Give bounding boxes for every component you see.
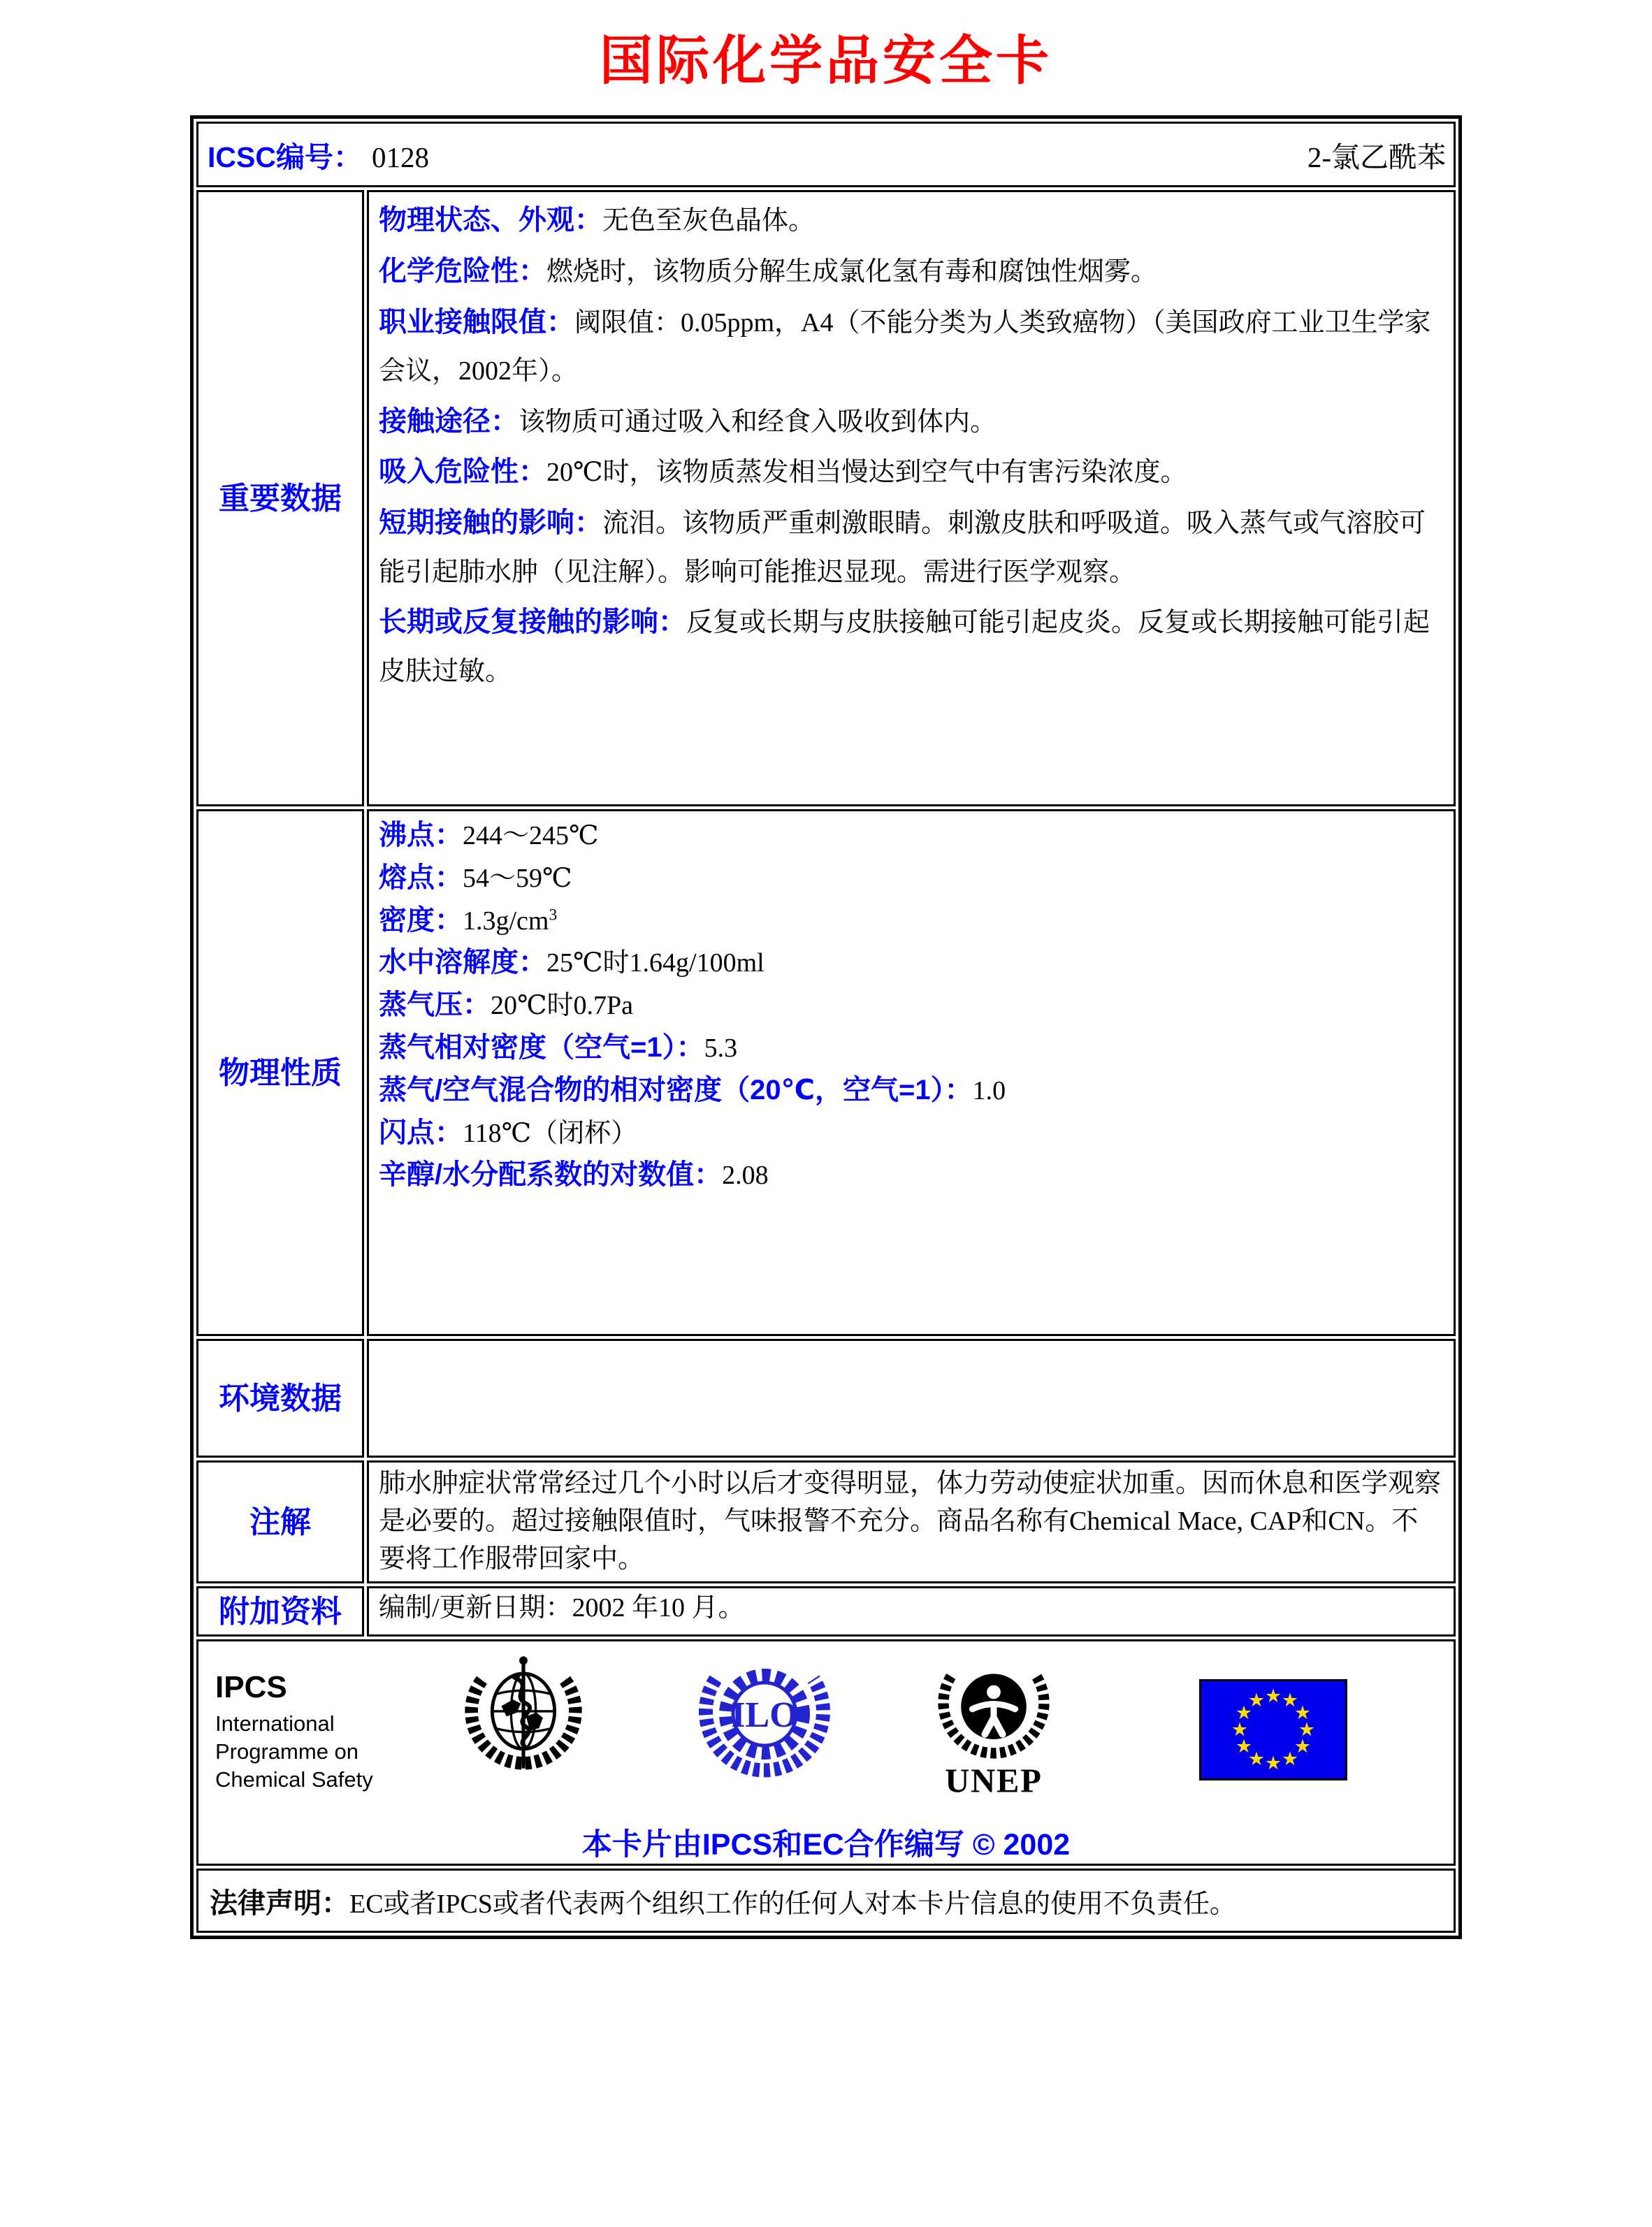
- legal-row: [196, 1869, 1456, 1933]
- physical-item: 辛醇/水分配系数的对数值：2.08: [379, 1159, 769, 1191]
- physical-item: 沸点：244～245℃: [379, 820, 599, 850]
- notes-label: 注解: [196, 1460, 364, 1583]
- physical-item: 熔点：54～59℃: [379, 862, 572, 893]
- svg-text:★: ★: [1281, 1690, 1299, 1711]
- important-data-content: [367, 190, 1456, 806]
- physical-properties-content: [367, 809, 1456, 1336]
- ilo-logo-icon: [695, 1651, 834, 1794]
- environmental-data-label: 环境数据: [196, 1339, 364, 1458]
- chemical-name: 2-氯乙酰苯: [1307, 140, 1446, 173]
- svg-text:★: ★: [1247, 1748, 1266, 1770]
- logos-cell: [196, 1639, 1456, 1866]
- unep-logo-text: UNEP: [945, 1762, 1043, 1800]
- ipcs-line: Chemical Safety: [215, 1767, 373, 1792]
- svg-text:★: ★: [1247, 1690, 1266, 1711]
- important-item: 短期接触的影响：流泪。该物质严重刺激眼睛。刺激皮肤和呼吸道。吸入蒸气或气溶胶可能引起肺水肿（见注解）。影响可能推迟显现。需进行医学观察。: [379, 507, 1426, 587]
- notes-row: [196, 1460, 1456, 1583]
- svg-text:★: ★: [1264, 1685, 1282, 1707]
- additional-info-row: [196, 1586, 1456, 1637]
- important-item: 物理状态、外观：无色至灰色晶体。: [379, 205, 816, 235]
- header-cell: [196, 122, 1456, 187]
- svg-text:★: ★: [1294, 1736, 1312, 1757]
- physical-item: 蒸气相对密度（空气=1）：5.3: [379, 1031, 738, 1063]
- who-logo-icon: [458, 1651, 588, 1788]
- additional-info-label: 附加资料: [196, 1586, 364, 1637]
- important-item: 化学危险性：燃烧时，该物质分解生成氯化氢有毒和腐蚀性烟雾。: [379, 255, 1158, 286]
- physical-item: 闪点：118℃（闭杯）: [379, 1117, 638, 1148]
- unep-logo-icon: [931, 1651, 1057, 1821]
- ipcs-title: IPCS: [215, 1670, 287, 1704]
- svg-text:★: ★: [1281, 1748, 1299, 1770]
- physical-item: 密度：$1.3g/cm^3$: [379, 904, 558, 936]
- svg-text:★: ★: [1264, 1753, 1282, 1774]
- ipcs-text-block: [215, 1651, 391, 1793]
- important-data-label: 重要数据: [196, 190, 364, 806]
- svg-text:★: ★: [1294, 1702, 1312, 1724]
- physical-properties-row: [196, 809, 1456, 1336]
- density-superscript: 3: [549, 905, 558, 924]
- physical-item: 水中溶解度：25℃时1.64g/100ml: [379, 947, 765, 978]
- environmental-data-row: [196, 1339, 1456, 1458]
- svg-text:★: ★: [1235, 1736, 1253, 1757]
- important-item: 职业接触限值：阈限值：0.05ppm，A4（不能分类为人类致癌物）（美国政府工业卫生学家会议，2002年）。: [379, 306, 1431, 386]
- eu-flag-icon: [1199, 1679, 1347, 1780]
- cooperation-caption: 本卡片由IPCS和EC合作编写 © 2002: [581, 1828, 1071, 1862]
- environmental-data-content: [367, 1339, 1456, 1458]
- logos-row: [196, 1639, 1456, 1866]
- svg-text:★: ★: [1298, 1719, 1316, 1741]
- icsc-number-value: 0128: [371, 140, 429, 173]
- notes-content: 肺水肿症状常常经过几个小时以后才变得明显，体力劳动使症状加重。因而休息和医学观察是必要的。超过接触限值时，气味报警不充分。商品名称有Chemical Mace, CAP和CN。不要将工作服带回家中。: [367, 1460, 1456, 1583]
- legal-cell: [196, 1869, 1456, 1933]
- important-data-row: [196, 190, 1456, 806]
- important-item: 接触途径：该物质可通过吸入和经食入吸收到体内。: [379, 405, 997, 437]
- important-item: 吸入危险性：20℃时，该物质蒸发相当慢达到空气中有害污染浓度。: [379, 456, 1187, 488]
- page-title: 国际化学品安全卡: [600, 29, 1052, 92]
- important-item: 长期或反复接触的影响：反复或长期与皮肤接触可能引起皮炎。反复或长期接触可能引起皮肤过敏。: [379, 607, 1430, 686]
- icsc-number-group: [208, 134, 429, 175]
- icsc-number-label: ICSC编号：: [208, 140, 362, 173]
- physical-item: 蒸气压：20℃时0.7Pa: [379, 989, 634, 1021]
- physical-properties-label: 物理性质: [196, 809, 364, 1336]
- ipcs-line: International: [215, 1711, 335, 1736]
- icsc-table: [190, 115, 1462, 1939]
- physical-item: 蒸气/空气混合物的相对密度（20℃，空气=1）：1.0: [379, 1074, 1006, 1105]
- svg-text:★: ★: [1231, 1719, 1249, 1741]
- ipcs-line: Programme on: [215, 1739, 359, 1764]
- svg-text:★: ★: [1235, 1702, 1253, 1724]
- additional-info-content: 编制/更新日期：2002 年10 月。: [367, 1586, 1456, 1637]
- header-row: [196, 122, 1456, 187]
- legal-label: 法律声明：: [210, 1887, 349, 1919]
- legal-text: EC或者IPCS或者代表两个组织工作的任何人对本卡片信息的使用不负责任。: [349, 1889, 1236, 1919]
- ilo-logo-text: ILO: [731, 1695, 798, 1735]
